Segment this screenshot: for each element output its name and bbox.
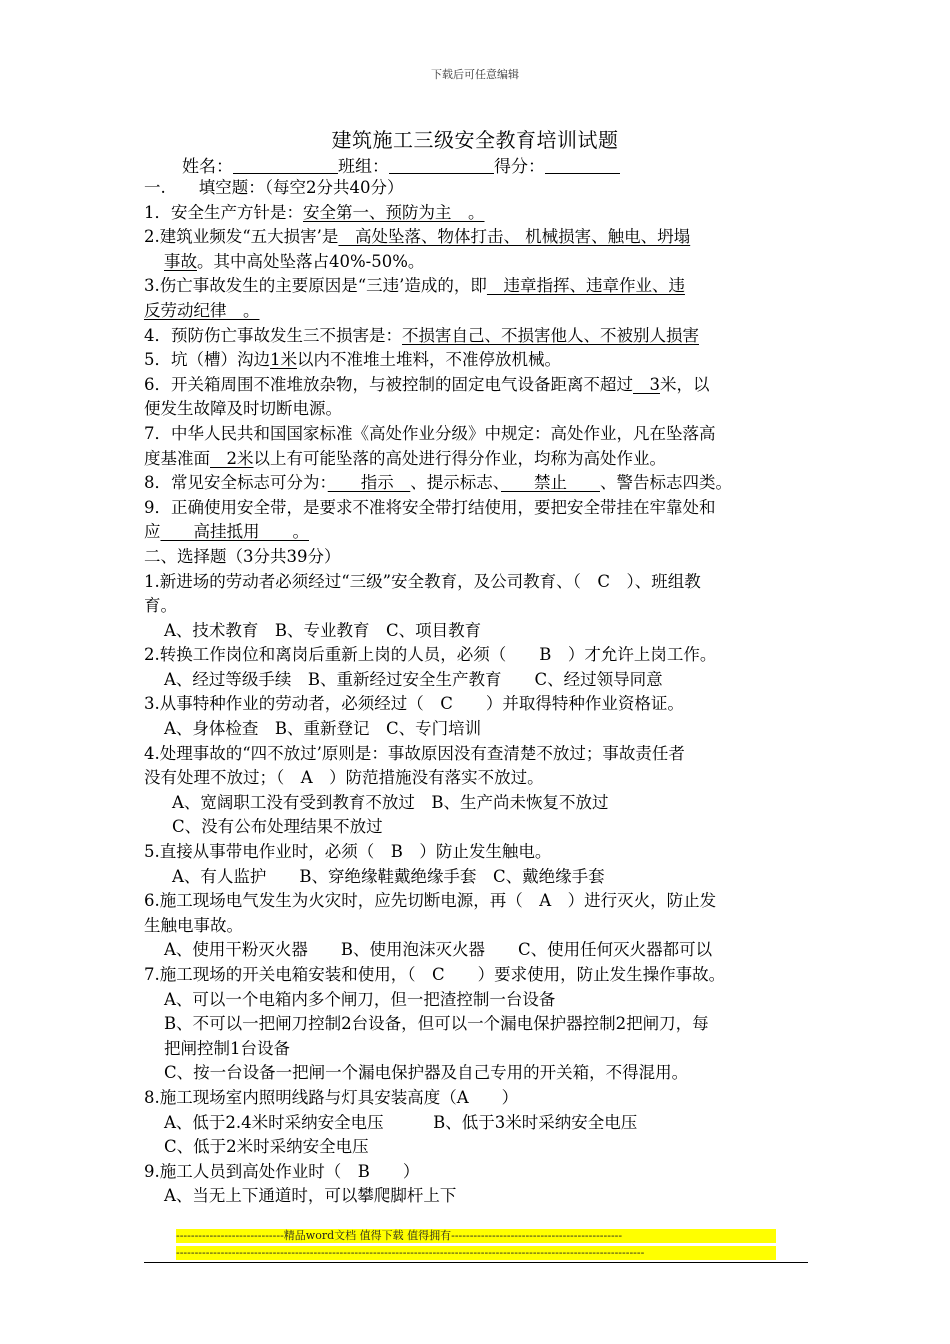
choice-q6-options: A、使用干粉灭火器 B、使用泡沫灭火器 C、使用任何灭火器都可以 (164, 940, 713, 960)
fill-q3: 3.伤亡事故发生的主要原因是“三违’造成的，即 违章指挥、违章作业、违 (144, 276, 685, 296)
answer: 反劳动纪律 。 (144, 300, 260, 320)
page-title: 建筑施工三级安全教育培训试题 (331, 128, 619, 152)
choice-q2: 2.转换工作岗位和离岗后重新上岗的人员，必须（ B ）才允许上岗工作。 (144, 645, 717, 665)
answer: 高挂抵用 。 (160, 522, 309, 542)
footer-banner-line: ------------------------------------------------------------------------------------------------------------------------------ (176, 1246, 776, 1260)
answer: 事故 (164, 251, 197, 271)
score-label: 得分： (494, 157, 545, 177)
choice-q8: 8.施工现场室内照明线路与灯具安装高度（A ） (144, 1087, 519, 1107)
choice-q3: 3.从事特种作业的劳动者，必须经过（ C ）并取得特种作业资格证。 (144, 694, 684, 714)
name-blank (233, 156, 338, 174)
choice-q9-option-a: A、当无上下通道时，可以攀爬脚杆上下 (164, 1186, 457, 1206)
answer: 1米 (270, 350, 297, 370)
fill-q9-cont: 应 高挂抵用 。 (144, 522, 309, 542)
info-row (182, 152, 620, 177)
fill-q7: 7．中华人民共和国国家标准《高处作业分级》中规定：高处作业，凡在坠落高 (144, 423, 716, 443)
choice-q4-cont: 没有处理不放过；（ A ）防范措施没有落实不放过。 (144, 768, 544, 788)
choice-q8-options: A、低于2.4米时采纳安全电压 B、低于3米时采纳安全电压 (164, 1112, 638, 1132)
choice-q4: 4.处理事故的“四不放过’原则是：事故原因没有查清楚不放过；事故责任者 (144, 743, 685, 763)
fill-q8: 8．常见安全标志可分为： 指示 、提示标志、 禁止 、警告标志四类。 (144, 473, 732, 493)
choice-q1-options: A、技术教育 B、专业教育 C、项目教育 (164, 620, 482, 640)
answer: 指示 (327, 473, 411, 493)
fill-q2-cont: 事故。其中高处坠落占40%-50%。 (164, 251, 425, 271)
choice-q7-option-a: A、可以一个电箱内多个闸刀，但一把渣控制一台设备 (164, 989, 556, 1009)
answer: 违章指挥、违章作业、违 (486, 276, 685, 296)
score-blank (545, 156, 620, 174)
choice-q5-options: A、有人监护 B、穿绝缘鞋戴绝缘手套 C、戴绝缘手套 (172, 866, 605, 886)
choice-q1-cont: 育。 (144, 596, 177, 616)
choice-q8-option-c: C、低于2米时采纳安全电压 (164, 1137, 369, 1157)
choice-q7-option-b: B、不可以一把闸刀控制2台设备，但可以一个漏电保护器控制2把闸刀，每 (164, 1014, 709, 1034)
choice-q3-options: A、身体检查 B、重新登记 C、专门培训 (164, 719, 482, 739)
answer: 2米 (210, 448, 254, 468)
group-blank (389, 156, 494, 174)
choice-q7-option-c: C、按一台设备一把闸一个漏电保护器及自己专用的开关箱，不得混用。 (164, 1063, 689, 1083)
answer: 高处坠落、物体打击、 机械损害、触电、坍塌 (338, 227, 691, 247)
fill-q7-cont: 度基准面 2米以上有可能坠落的高处进行得分作业，均称为高处作业。 (144, 448, 666, 468)
fill-q6-cont: 便发生故障及时切断电源。 (144, 399, 342, 419)
choice-q7-option-b-cont: 把闸控制1台设备 (164, 1038, 290, 1058)
answer: 安全第一、预防为主 。 (303, 202, 485, 222)
answer: 3 (633, 374, 660, 394)
fill-q3-cont (144, 299, 808, 324)
name-label: 姓名： (182, 157, 233, 177)
fill-q5: 5．坑（槽）沟边1米以内不准堆土堆料，不准停放机械。 (144, 350, 561, 370)
fill-q6: 6．开关箱周围不准堆放杂物，与被控制的固定电气设备距离不超过 3米，以 (144, 374, 710, 394)
choice-q7: 7.施工现场的开关电箱安装和使用，（ C ）要求使用，防止发生操作事故。 (144, 965, 726, 984)
answer: 禁止 (501, 473, 600, 493)
choice-heading: 二、选择题（3分共39分） (144, 546, 341, 566)
choice-q4-options-2: C、没有公布处理结果不放过 (172, 817, 383, 837)
choice-q9: 9.施工人员到高处作业时（ B ） (144, 1161, 420, 1181)
choice-q6-cont: 生触电事故。 (144, 915, 243, 935)
document-body (144, 176, 808, 1209)
header-note: 下载后可任意编辑 (431, 68, 519, 81)
fill-heading: 一. 填空题：（每空2分共40分） (144, 178, 404, 197)
answer: 不损害自己、不损害他人、不被别人损害 (402, 325, 699, 345)
fill-q4: 4．预防伤亡事故发生三不损害是：不损害自己、不损害他人、不被别人损害 (144, 325, 699, 345)
choice-q6: 6.施工现场电气发生为火灾时，应先切断电源，再（ A ）进行灭火，防止发 (144, 891, 717, 911)
choice-q4-options: A、宽阔职工没有受到教育不放过 B、生产尚未恢复不放过 (172, 792, 609, 812)
fill-q2: 2.建筑业频发“五大损害’是 高处坠落、物体打击、 机械损害、触电、坍塌 (144, 227, 691, 247)
choice-q2-options: A、经过等级手续 B、重新经过安全生产教育 C、经过领导同意 (164, 669, 663, 689)
choice-q5: 5.直接从事带电作业时，必须（ B ）防止发生触电。 (144, 842, 552, 862)
footer-divider (144, 1262, 808, 1263)
fill-q9: 9．正确使用安全带，是要求不准将安全带打结使用，要把安全带挂在牢靠处和 (144, 497, 716, 517)
fill-q1: 1．安全生产方针是：安全第一、预防为主 。 (144, 202, 485, 222)
group-label: 班组： (338, 157, 389, 177)
choice-q1: 1.新进场的劳动者必须经过“三级”安全教育，及公司教育、（ C ）、班组教 (144, 571, 701, 591)
footer-banner: -----------------------------精品word文档 值得下载 值得拥有---------------------------------------------- (176, 1229, 776, 1243)
